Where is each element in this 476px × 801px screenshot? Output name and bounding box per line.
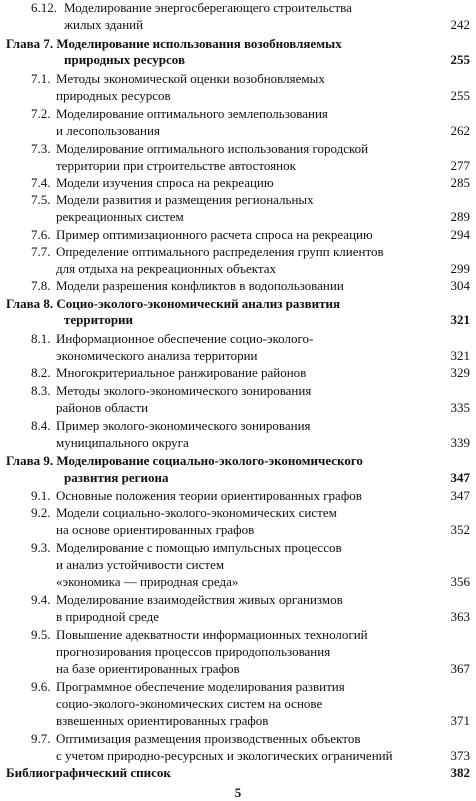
section-number: 7.2. [31,106,51,121]
entry-page: 294 [450,227,470,242]
entry-page: 339 [450,435,470,450]
entry-page: 335 [450,400,470,415]
entry-page: 347 [450,488,470,503]
entry-text: Многокритериальное ранжирование районов [56,365,307,380]
toc-line [0,557,476,572]
toc-line [0,227,476,242]
entry-text: для отдыха на рекреационных объектах [56,261,276,276]
entry-text: прогнозирования процессов природопользования [56,644,331,659]
entry-text: жилых зданий [64,17,144,32]
entry-text: Методы эколого-экономического зонирования [56,383,312,398]
section-number: 9.5. [31,627,51,642]
entry-text: Пример эколого-экономического зонирования [56,418,311,433]
entry-text: муниципального округа [56,435,189,450]
toc-line [0,175,476,190]
toc-line [0,609,476,624]
toc-line [0,106,476,121]
page-number: 5 [234,785,242,800]
section-number: 9.1. [31,488,51,503]
toc-line [0,17,476,32]
entry-page: 363 [450,609,470,624]
section-number: 8.3. [31,383,51,398]
toc-line [0,261,476,276]
toc-line [0,418,476,433]
toc-line [0,505,476,520]
chapter-heading [0,453,476,468]
entry-text: Пример оптимизационного расчета спроса на рекреацию [56,227,373,242]
entry-text: природных ресурсов [56,88,171,103]
chapter-heading [0,52,476,67]
chapter-page: 321 [450,312,470,327]
bibliography-page: 382 [450,765,470,780]
entry-text: в природной среде [56,609,159,624]
entry-text: рекреационных систем [56,209,184,224]
entry-text: с учетом природно-ресурсных и экологических ограничений [56,748,393,763]
toc-line [0,141,476,156]
entry-page: 255 [450,88,470,103]
entry-text: Моделирование взаимодействия живых организмов [56,592,343,607]
toc-line [0,574,476,589]
entry-text: Определение оптимального распределения групп клиентов [56,244,384,259]
chapter-heading [0,470,476,485]
entry-text: Моделирование оптимального землепользования [56,106,328,121]
section-number: 8.4. [31,418,51,433]
entry-text: Информационное обеспечение социо-эколого- [56,331,314,346]
entry-page: 289 [450,209,470,224]
entry-text: взвешенных ориентированных графов [56,713,269,728]
chapter-heading [0,296,476,311]
chapter-title: Глава 8. Социо-эколого-экономический анализ развития [6,296,341,311]
entry-text: и лесопользования [56,123,160,138]
chapter-title: территории [64,312,134,327]
section-number: 7.5. [31,192,51,207]
toc-line [0,0,476,15]
toc-line [0,713,476,728]
entry-text: и анализ устойчивости систем [56,557,225,572]
section-number: 7.7. [31,244,51,259]
chapter-title: развития региона [64,470,169,485]
toc-line [0,661,476,676]
entry-page: 277 [450,158,470,173]
toc-line [0,331,476,346]
entry-page: 371 [450,713,470,728]
entry-page: 304 [450,278,470,293]
chapter-title: Глава 7. Моделирование использования возобновляемых [6,36,342,51]
section-number: 9.4. [31,592,51,607]
chapter-title: Глава 9. Моделирование социально-эколого-экономического [6,453,363,468]
toc-line [0,123,476,138]
chapter-heading [0,36,476,51]
entry-text: территории при строительстве автостоянок [56,158,296,173]
section-number: 7.8. [31,278,51,293]
entry-page: 262 [450,123,470,138]
entry-text: на основе ориентированных графов [56,522,255,537]
entry-page: 367 [450,661,470,676]
toc-line [0,592,476,607]
toc-line [0,365,476,380]
toc-line [0,644,476,659]
chapter-heading [0,312,476,327]
toc-line [0,748,476,763]
section-number: 8.1. [31,331,51,346]
toc-line [0,435,476,450]
entry-page: 329 [450,365,470,380]
entry-text: «экономика — природная среда» [56,574,239,589]
toc-line [0,383,476,398]
entry-text: Повышение адекватности информационных технологий [56,627,368,642]
section-number: 9.7. [31,731,51,746]
entry-page: 356 [450,574,470,589]
section-number: 9.6. [31,679,51,694]
bibliography-title: Библиографический список [6,765,171,780]
entry-text: Модели развития и размещения региональных [56,192,314,207]
toc-line [0,522,476,537]
entry-text: районов области [56,400,149,415]
entry-text: Модели социально-эколого-экономических систем [56,505,337,520]
toc-line [0,278,476,293]
toc-line [0,400,476,415]
entry-text: Моделирование оптимального использования городской [56,141,369,156]
entry-page: 242 [450,17,470,32]
toc-line [0,209,476,224]
toc-line [0,731,476,746]
entry-text: Программное обеспечение моделирования развития [56,679,345,694]
entry-text: Модели изучения спроса на рекреацию [56,175,274,190]
entry-text: экономического анализа территории [56,348,258,363]
section-number: 7.3. [31,141,51,156]
toc-line [0,696,476,711]
entry-text: Оптимизация размещения производственных объектов [56,731,361,746]
toc-line [0,71,476,86]
entry-text: Моделирование энергосберегающего строительства [64,0,352,15]
section-number: 8.2. [31,365,51,380]
section-number: 7.6. [31,227,51,242]
entry-text: Методы экономической оценки возобновляемых [56,71,325,86]
entry-page: 373 [450,748,470,763]
entry-page: 299 [450,261,470,276]
entry-page: 321 [450,348,470,363]
toc-line [0,679,476,694]
entry-page: 285 [450,175,470,190]
entry-text: Моделирование с помощью импульсных процессов [56,540,342,555]
toc-line [0,540,476,555]
toc-line [0,488,476,503]
toc-line [0,348,476,363]
bibliography-heading [0,765,476,780]
section-number: 6.12. [31,0,57,15]
chapter-page: 347 [450,470,470,485]
entry-text: на базе ориентированных графов [56,661,240,676]
entry-text: социо-эколого-экономических систем на основе [56,696,323,711]
entry-page: 352 [450,522,470,537]
chapter-page: 255 [450,52,470,67]
section-number: 9.2. [31,505,51,520]
toc-line [0,627,476,642]
section-number: 9.3. [31,540,51,555]
toc-line [0,244,476,259]
section-number: 7.4. [31,175,51,190]
section-number: 7.1. [31,71,51,86]
toc-line [0,158,476,173]
entry-text: Основные положения теории ориентированных графов [56,488,362,503]
toc-line [0,88,476,103]
toc-line [0,192,476,207]
entry-text: Модели разрешения конфликтов в водопользовании [56,278,344,293]
chapter-title: природных ресурсов [64,52,185,67]
